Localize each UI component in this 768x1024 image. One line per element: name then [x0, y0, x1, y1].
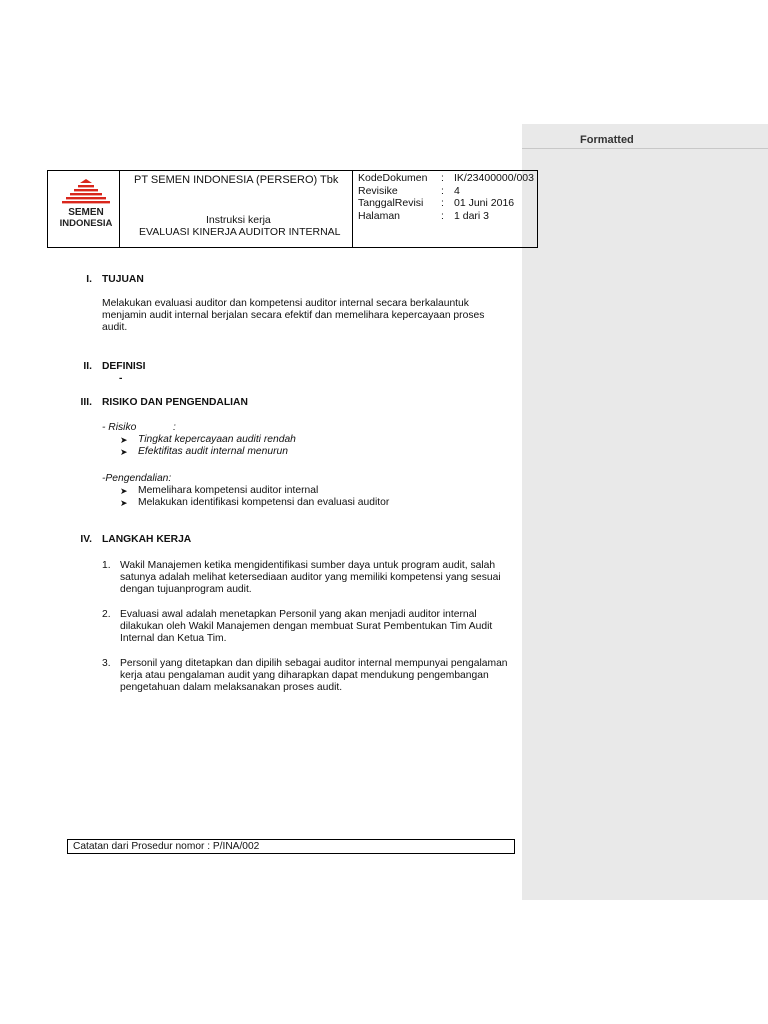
header-divider — [119, 171, 120, 247]
meta-key: Revisike — [358, 184, 398, 197]
meta-value: 1 dari 3 — [454, 209, 490, 222]
document-title: EVALUASI KINERJA AUDITOR INTERNAL — [139, 226, 341, 238]
step-line: dilakukan oleh Wakil Manajemen dengan membuat Surat Pembentukan Tim Audit — [120, 621, 493, 632]
risk-colon: : — [173, 422, 176, 433]
section-number: I. — [86, 274, 92, 285]
arrow-bullet-icon: ➤ — [120, 486, 128, 496]
svg-text:SEMEN: SEMEN — [68, 207, 104, 218]
step-line: Evaluasi awal adalah menetapkan Personil yang akan menjadi auditor internal — [120, 609, 477, 620]
header-divider — [352, 171, 353, 247]
meta-value: 4 — [454, 184, 460, 197]
step-number: 1. — [102, 560, 111, 571]
section-title-risiko: RISIKO DAN PENGENDALIAN — [102, 397, 248, 408]
step-line: kerja atau pengalaman audit yang diharapkan dapat mendukung pengembangan — [120, 670, 489, 681]
paragraph-line: audit. — [102, 322, 128, 333]
comment-pane-title: Formatted — [580, 134, 634, 146]
section-title-definisi: DEFINISI — [102, 361, 146, 372]
company-name: PT SEMEN INDONESIA (PERSERO) Tbk — [134, 174, 339, 186]
svg-text:INDONESIA: INDONESIA — [59, 218, 113, 229]
section-number: II. — [83, 361, 92, 372]
document-type: Instruksi kerja — [206, 214, 271, 226]
control-item: Memelihara kompetensi auditor internal — [138, 485, 319, 496]
meta-key: Halaman — [358, 209, 401, 222]
arrow-bullet-icon: ➤ — [120, 447, 128, 457]
meta-key: KodeDokumen — [358, 172, 428, 184]
footer-note: Catatan dari Prosedur nomor : P/INA/002 — [73, 841, 260, 852]
meta-value: IK/23400000/003 — [454, 172, 534, 184]
step-number: 3. — [102, 658, 111, 669]
step-line: Personil yang ditetapkan dan dipilih sebagai auditor internal mempunyai pengalaman — [120, 658, 508, 669]
step-line: pengetahuan dalam melaksanakan proses audit. — [120, 682, 343, 693]
risk-item: Efektifitas audit internal menurun — [138, 446, 288, 457]
document-header: SEMEN INDONESIA PT SEMEN INDONESIA (PERSERO) Tbk Instruksi kerja EVALUASI KINERJA AUDITOR INTERNAL KodeDokumen : IK/23400000/003 Revisike : 4 TanggalRevisi : 01 Juni 2016 Halaman : 1 dari 3 — [47, 170, 538, 248]
section-number: III. — [80, 397, 92, 408]
arrow-bullet-icon: ➤ — [120, 435, 128, 445]
semen-indonesia-logo — [56, 177, 116, 237]
section-title-langkah-kerja: LANGKAH KERJA — [102, 534, 192, 545]
meta-key: TanggalRevisi — [358, 197, 424, 209]
paragraph-line: menjamin audit internal berjalan secara efektif dan memelihara kepercayaan proses — [102, 310, 485, 321]
definition-body: - — [119, 373, 123, 384]
step-line: Wakil Manajemen ketika mengidentifikasi sumber daya untuk program audit, salah — [120, 560, 496, 571]
step-number: 2. — [102, 609, 111, 620]
meta-value: 01 Juni 2016 — [454, 197, 515, 209]
step-line: dengan tujuanprogram audit. — [120, 584, 252, 595]
risk-item: Tingkat kepercayaan auditi rendah — [138, 434, 296, 445]
arrow-bullet-icon: ➤ — [120, 498, 128, 508]
step-line: satunya adalah melihat ketersediaan auditor yang memiliki kompetensi yang sesuai — [120, 572, 501, 583]
comment-separator — [522, 148, 768, 149]
comment-pane — [522, 124, 768, 900]
control-item: Melakukan identifikasi kompetensi dan evaluasi auditor — [138, 497, 390, 508]
risk-label: - Risiko — [102, 422, 137, 433]
section-title-tujuan: TUJUAN — [102, 274, 144, 285]
footer-note-box — [67, 839, 515, 854]
section-number: IV. — [80, 534, 92, 545]
control-label: -Pengendalian: — [102, 473, 172, 484]
paragraph-line: Melakukan evaluasi auditor dan kompetensi auditor internal secara berkalauntuk — [102, 298, 469, 309]
step-line: Internal dan Ketua Tim. — [120, 633, 227, 644]
